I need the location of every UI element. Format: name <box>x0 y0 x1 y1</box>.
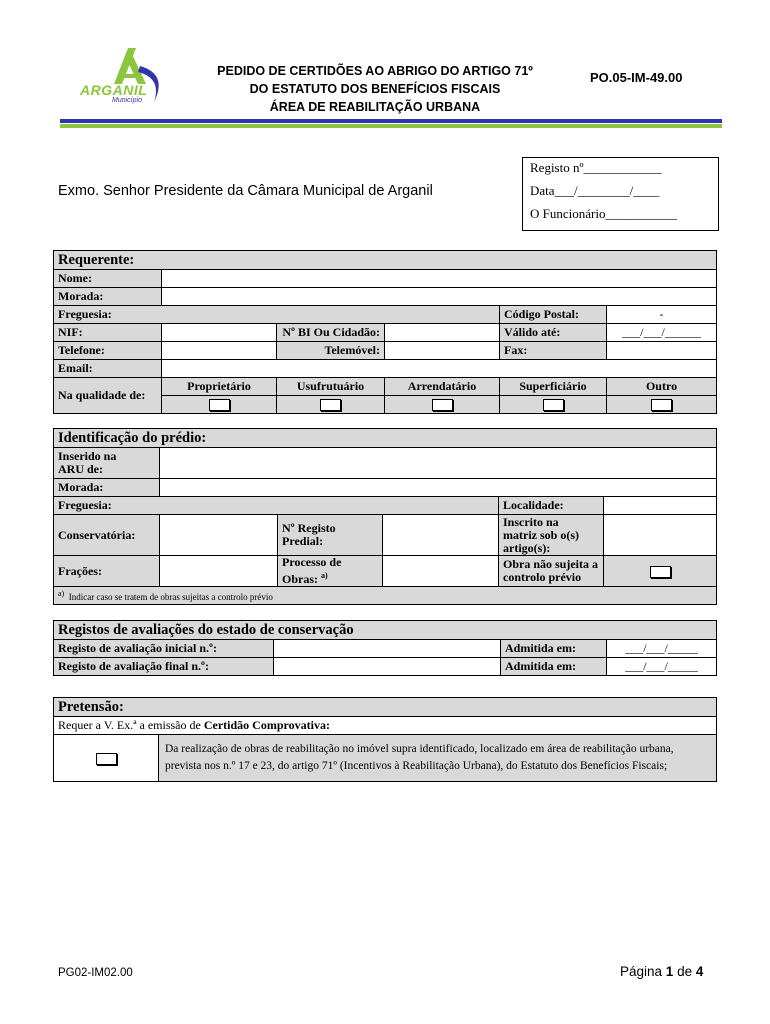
admitida-final-label: Admitida em: <box>501 658 607 676</box>
fracoes-field[interactable] <box>160 556 278 587</box>
localidade-field[interactable] <box>604 497 717 515</box>
outro-checkbox[interactable] <box>651 399 672 411</box>
morada-field[interactable] <box>162 288 717 306</box>
pretensao-title: Pretensão: <box>54 698 717 717</box>
telemovel-field[interactable] <box>385 342 500 360</box>
pretensao-description: Da realização de obras de reabilitação no imóvel supra identificado, localizado em área de reabilitação urbana, prevista nos n.º 17 e 23, do artigo 71º (Incentivos à Reabilitação Urbana), do Estatuto dos Benefícios Fiscais; <box>159 735 717 782</box>
admitida-inicial-label: Admitida em: <box>501 640 607 658</box>
option-usufrutuario-label: Usufrutuário <box>277 378 385 396</box>
registo-box <box>522 157 719 231</box>
arrendatario-checkbox[interactable] <box>432 399 453 411</box>
matriz-field[interactable] <box>604 515 717 556</box>
pretensao-request: Requer a V. Ex.ª a emissão de Certidão Comprovativa: <box>54 717 717 735</box>
registo-date: Data___/________/____ <box>530 183 660 198</box>
aru-field[interactable] <box>160 448 717 479</box>
footer-code: PG02-IM02.00 <box>58 967 133 979</box>
document-code: PO.05-IM-49.00 <box>590 70 683 85</box>
morada-label: Morada: <box>54 288 162 306</box>
page-indicator: Página 1 de 4 <box>620 964 704 979</box>
option-proprietario-label: Proprietário <box>162 378 277 396</box>
predio-note: $^{a)}$ Indicar caso se tratem de obras sujeitas a controlo prévio <box>54 587 717 605</box>
nif-field[interactable] <box>162 324 277 342</box>
option-superficiario-label: Superficiário <box>500 378 607 396</box>
bi-field[interactable] <box>385 324 500 342</box>
processo-obras-field[interactable] <box>383 556 499 587</box>
obra-nao-sujeita-label: Obra não sujeita a controlo prévio <box>499 556 604 587</box>
email-field[interactable] <box>162 360 717 378</box>
certidao-checkbox[interactable] <box>96 753 117 765</box>
obra-nao-sujeita-checkbox[interactable] <box>650 566 671 578</box>
logo-subtext: Município <box>112 97 142 104</box>
avaliacao-inicial-field[interactable] <box>274 640 501 658</box>
registo-predial-label: Nº Registo Predial: <box>278 515 383 556</box>
telefone-label: Telefone: <box>54 342 162 360</box>
email-label: Email: <box>54 360 162 378</box>
processo-obras-label: Processo de Obras: $^{a)}$ <box>278 556 383 587</box>
logo <box>76 44 176 110</box>
usufrutuario-checkbox[interactable] <box>320 399 341 411</box>
admitida-inicial-date[interactable]: ___/___/_____ <box>607 640 717 658</box>
valido-field[interactable]: ___/___/______ <box>607 324 717 342</box>
predio-title: Identificação do prédio: <box>54 429 717 448</box>
proprietario-checkbox[interactable] <box>209 399 230 411</box>
telefone-field[interactable] <box>162 342 277 360</box>
predio-morada-label: Morada: <box>54 479 160 497</box>
matriz-label: Inscrito na matriz sob o(s) artigo(s): <box>499 515 604 556</box>
conservatoria-field[interactable] <box>160 515 278 556</box>
predio-morada-field[interactable] <box>160 479 717 497</box>
requerente-title: Requerente: <box>54 251 717 270</box>
nif-label: NIF: <box>54 324 162 342</box>
freguesia-label: Freguesia: <box>54 306 500 324</box>
telemovel-label: Telemóvel: <box>277 342 385 360</box>
avaliacao-inicial-label: Registo de avaliação inicial n.º: <box>54 640 274 658</box>
aru-label: Inserido na ARU de: <box>54 448 160 479</box>
avaliacao-final-field[interactable] <box>274 658 501 676</box>
logo-text: ARGANIL <box>80 82 148 98</box>
title-line-3: ÁREA DE REABILITAÇÃO URBANA <box>269 100 481 114</box>
localidade-label: Localidade: <box>499 497 604 515</box>
avaliacao-final-label: Registo de avaliação final n.º: <box>54 658 274 676</box>
registo-number: Registo nº____________ <box>530 160 662 175</box>
fracoes-label: Frações: <box>54 556 160 587</box>
avaliacoes-title: Registos de avaliações do estado de conservação <box>54 621 717 640</box>
nome-field[interactable] <box>162 270 717 288</box>
salutation: Exmo. Senhor Presidente da Câmara Municipal de Arganil <box>58 183 433 199</box>
fax-field[interactable] <box>607 342 717 360</box>
codigo-postal-field[interactable]: - <box>607 306 717 324</box>
predio-section <box>53 428 717 605</box>
valido-label: Válido até: <box>500 324 607 342</box>
pretensao-section <box>53 697 717 782</box>
title-line-1: PEDIDO DE CERTIDÕES AO ABRIGO DO ARTIGO 71º <box>217 64 533 78</box>
document-title <box>190 62 560 116</box>
predio-freguesia-label: Freguesia: <box>54 497 499 515</box>
option-arrendatario-label: Arrendatário <box>385 378 500 396</box>
registo-predial-field[interactable] <box>383 515 499 556</box>
avaliacoes-section <box>53 620 717 676</box>
superficiario-checkbox[interactable] <box>543 399 564 411</box>
header-rule-green <box>60 124 722 128</box>
bi-label: Nº BI Ou Cidadão: <box>277 324 385 342</box>
title-line-2: DO ESTATUTO DOS BENEFÍCIOS FISCAIS <box>249 82 501 96</box>
fax-label: Fax: <box>500 342 607 360</box>
option-outro-label: Outro <box>607 378 717 396</box>
qualidade-label: Na qualidade de: <box>54 378 162 414</box>
registo-funcionario: O Funcionário___________ <box>530 206 677 221</box>
header-rule-blue <box>60 119 722 123</box>
codigo-postal-label: Código Postal: <box>500 306 607 324</box>
requerente-section <box>53 250 717 414</box>
admitida-final-date[interactable]: ___/___/_____ <box>607 658 717 676</box>
conservatoria-label: Conservatória: <box>54 515 160 556</box>
nome-label: Nome: <box>54 270 162 288</box>
